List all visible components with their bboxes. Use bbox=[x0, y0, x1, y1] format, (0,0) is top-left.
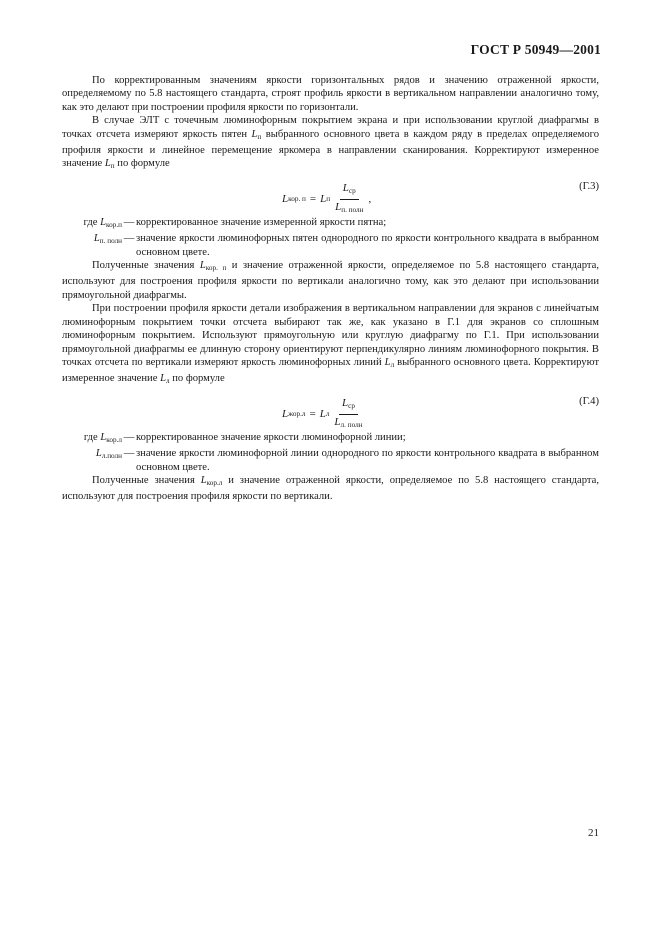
document-body bbox=[62, 74, 599, 504]
formula-g3-expression: L кор. п = L п $\frac{L_{ср}}{L_{п. полн}}$ , bbox=[282, 182, 371, 218]
where-g3-item1: где $L_{кор.п}$ — корректированное значение измеренной яркости пятна; bbox=[83, 216, 387, 229]
paragraph-2: В случае ЭЛТ с точечным люминофорным покрытием экрана и при использовании круглой диафрагмы в точках отсчета измеряют яркость пятен $L_п$ выбранного основного цвета в каждом ряду в пределах определяемого профиля яркости и линейное перемещение яркомера в направлении сканирования. Корректируют измеренное значение $L_п$ по формуле bbox=[62, 115, 599, 171]
document-header: ГОСТ Р 50949—2001 bbox=[470, 42, 601, 57]
where-g4-item1: где $L_{кор.л}$ — корректированное значение яркости люминофорной линии; bbox=[83, 431, 406, 444]
formula-g3-number: (Г.3) bbox=[579, 180, 599, 192]
paragraph-4: При построении профиля яркости детали изображения в вертикальном направлении для экранов с линейчатым люминофорным покрытием точки отсчета выбирают так же, как указано в Г.1 для экранов со сплошным люминофорным покрытием. Используют прямоугольную или круглую диафрагму по Г.1. При использовании прямоугольной диафрагмы ее длинную сторону ориентируют перпендикулярно линиям люминофорного покрытия. В точках отсчета по вертикали измеряют яркость люминофорных линий $L_л$ выбранного основного цвета. Корректируют измеренное значение $L_л$ по формуле bbox=[62, 303, 599, 386]
paragraph-3: Полученные значения $L_{кор. п}$ и значение отраженной яркости, определяемое по 5.8 настоящего стандарта, используют для построения профиля яркости по вертикали аналогично тому, как это делают при использовании прямоугольной диафрагмы. bbox=[62, 260, 599, 301]
formula-g3-fraction: $\frac{L_{ср}}{L_{п. полн}}$ bbox=[335, 181, 364, 215]
paragraph-5: Полученные значения $L_{кор.л}$ и значение отраженной яркости, определяемое по 5.8 настоящего стандарта, используют для построения профиля яркости по вертикали. bbox=[62, 474, 600, 503]
paragraph-1: По корректированным значениям яркости горизонтальных рядов и значению отраженной яркости, определяемому по 5.8 настоящего стандарта, строят профиль яркости в вертикальном направлении аналогично тому, как это делают при построении профиля яркости по горизонтали. bbox=[62, 75, 599, 113]
page-number: 21 bbox=[588, 827, 599, 839]
formula-g3 bbox=[62, 176, 599, 214]
formula-g4-fraction: $\frac{L_{ср}}{L_{л. полн}}$ bbox=[334, 396, 363, 430]
formula-g4-expression: L жор.л = L л $\frac{L_{ср}}{L_{л. полн}}$ bbox=[282, 397, 368, 433]
where-g4-item2: $L_{л.полн}$ — значение яркости люминофорной линии однородного по яркости контрольного квадрата в выбранном основном цвете. bbox=[95, 448, 599, 473]
formula-g4-number: (Г.4) bbox=[579, 395, 599, 407]
formula-g4 bbox=[62, 391, 599, 429]
where-g3-item2: $L_{п. полн}$ — значение яркости люминофорных пятен однородного по яркости контрольного квадрата в выбранном основном цвете. bbox=[93, 233, 599, 258]
